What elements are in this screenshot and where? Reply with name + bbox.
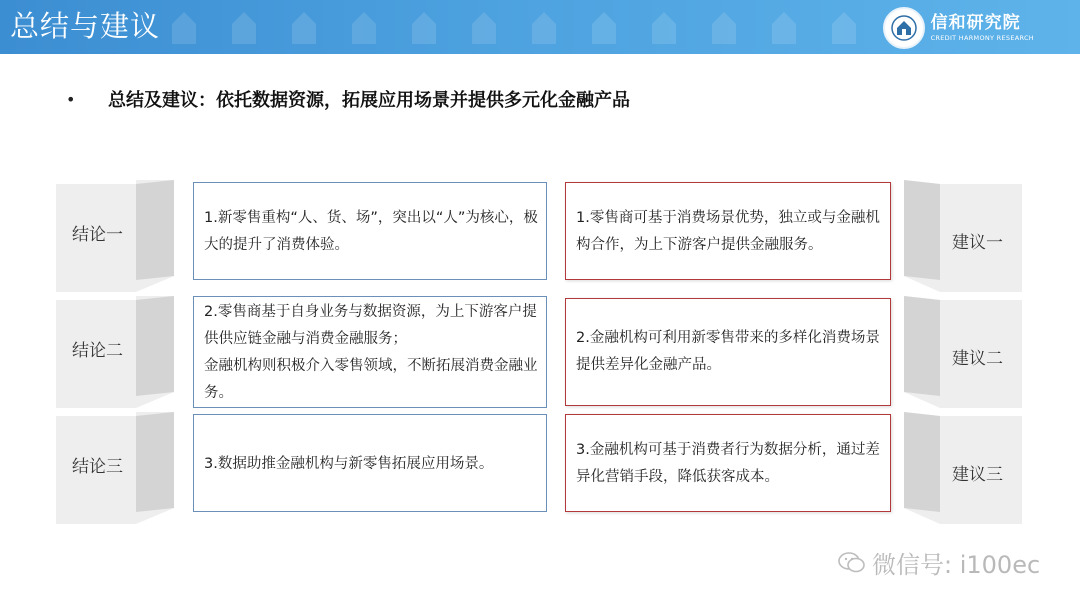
- house-pattern-icon: [590, 6, 618, 48]
- suggestion-text: 2.金融机构可利用新零售带来的多样化消费场景提供差异化金融产品。: [576, 330, 880, 373]
- house-pattern-icon: [350, 6, 378, 48]
- conclusion-text: 1.新零售重构“人、货、场”，突出以“人”为核心，极大的提升了消费体验。: [204, 210, 538, 253]
- suggestion-text: 3.金融机构可基于消费者行为数据分析，通过差异化营销手段，降低获客成本。: [576, 442, 880, 485]
- house-pattern-icon: [710, 6, 738, 48]
- suggestion-box-1: [565, 182, 891, 280]
- house-pattern-icon: [290, 6, 318, 48]
- conclusion-tab-3: [56, 412, 174, 498]
- conclusion-label: 结论三: [72, 457, 123, 477]
- watermark-text: 微信号: i100ec: [872, 551, 1041, 579]
- house-logo-icon: [883, 7, 925, 49]
- house-pattern-icon: [650, 6, 678, 48]
- conclusion-text-line: 金融机构则积极介入零售领域，不断拓展消费金融业务。: [204, 358, 538, 401]
- conclusion-box-3: [193, 414, 547, 512]
- conclusion-label: 结论二: [72, 341, 123, 361]
- suggestion-label: 建议二: [952, 349, 1003, 369]
- house-pattern-icon: [830, 6, 858, 48]
- suggestion-tab-2: [904, 296, 1022, 382]
- house-pattern-icon: [230, 6, 258, 48]
- suggestion-box-3: [565, 414, 891, 512]
- suggestion-text: 1.零售商可基于消费场景优势，独立或与金融机构合作，为上下游客户提供金融服务。: [576, 210, 880, 253]
- suggestion-box-2: [565, 298, 891, 406]
- logo-name-en: CREDIT HARMONY RESEARCH: [930, 34, 1034, 42]
- suggestion-label: 建议一: [952, 233, 1003, 253]
- bullet-point: •: [66, 90, 76, 109]
- conclusion-text-line: 2.零售商基于自身业务与数据资源，为上下游客户提供供应链金融与消费金融服务；: [204, 304, 537, 347]
- section-heading: 总结及建议：依托数据资源，拓展应用场景并提供多元化金融产品: [108, 90, 630, 111]
- conclusion-tab-2: [56, 296, 174, 382]
- conclusion-box-2: [193, 296, 547, 408]
- house-pattern-icon: [410, 6, 438, 48]
- wechat-watermark: [838, 545, 1040, 580]
- conclusion-label: 结论一: [72, 225, 123, 245]
- header-bar: [0, 0, 1080, 54]
- house-pattern-icon: [470, 6, 498, 48]
- brand-logo: [883, 8, 1034, 48]
- suggestion-tab-3: [904, 412, 1022, 498]
- suggestion-tab-1: [904, 180, 1022, 266]
- conclusion-tab-1: [56, 180, 174, 266]
- house-pattern-icon: [770, 6, 798, 48]
- suggestion-label: 建议三: [952, 465, 1003, 485]
- house-pattern-icon: [530, 6, 558, 48]
- house-pattern-icon: [170, 6, 198, 48]
- page-title: 总结与建议: [10, 9, 161, 43]
- wechat-icon: [838, 551, 866, 575]
- conclusion-text: 3.数据助推金融机构与新零售拓展应用场景。: [204, 456, 494, 472]
- logo-name-cn: 信和研究院: [930, 13, 1021, 33]
- conclusion-box-1: [193, 182, 547, 280]
